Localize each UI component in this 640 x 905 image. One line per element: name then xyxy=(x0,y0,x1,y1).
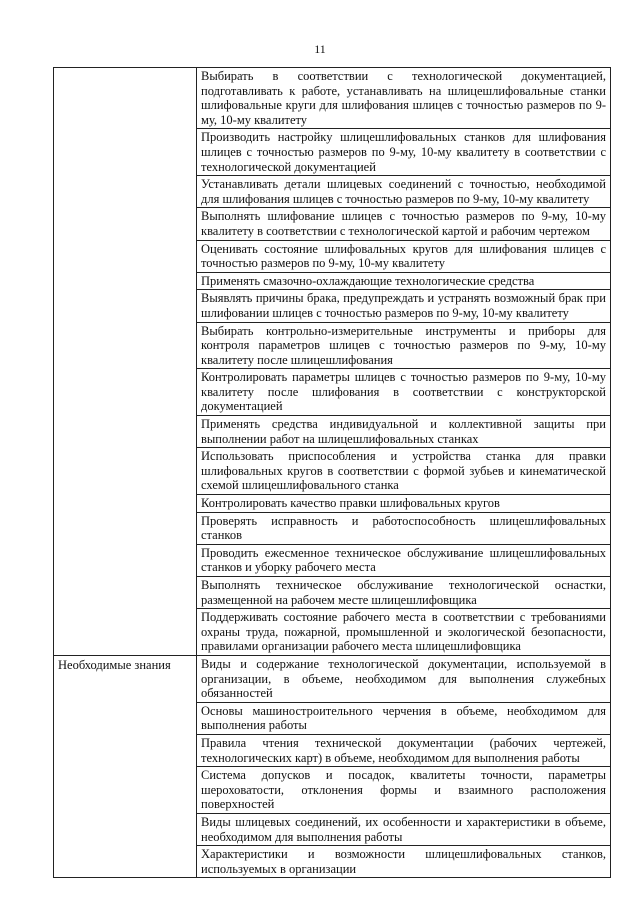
skills-label-cell xyxy=(54,68,197,656)
skill-item: Устанавливать детали шлицевых соединений с точностью, необходимой для шлифования шлицев с точностью размеров по 9-му, 10-му квалитету xyxy=(201,177,606,206)
knowledge-item: Система допусков и посадок, квалитеты точности, параметры шероховатости, отклонения формы и взаимного расположения поверхностей xyxy=(201,768,606,812)
skill-item: Оценивать состояние шлифовальных кругов для шлифования шлицев с точностью размеров по 9-му, 10-му квалитету xyxy=(201,241,606,271)
skill-item: Выполнять техническое обслуживание технологической оснастки, размещенной на рабочем месте шлицешлифовщика xyxy=(201,578,606,607)
skill-item: Выявлять причины брака, предупреждать и устранять возможный брак при шлифовании шлицев с точностью размеров по 9-му, 10-му квалитету xyxy=(201,291,606,320)
knowledge-item: Правила чтения технической документации (рабочих чертежей, технологических карт) в объеме, необходимом для выполнения работы xyxy=(201,735,606,765)
knowledge-item: Характеристики и возможности шлицешлифовальных станков, используемых в организации xyxy=(201,847,606,876)
knowledge-item: Виды шлицевых соединений, их особенности и характеристики в объеме, необходимом для выполнения работы xyxy=(201,814,606,844)
knowledge-item: Основы машиностроительного черчения в объеме, необходимом для выполнения работы xyxy=(201,703,606,733)
skill-item: Применять смазочно-охлаждающие технологические средства xyxy=(201,273,535,288)
skill-item: Использовать приспособления и устройства станка для правки шлифовальных кругов в соответствии с формой зубьев и кинематической схемой шлицешлифовального станка xyxy=(201,449,606,493)
skill-item: Проводить ежесменное техническое обслуживание шлицешлифовальных станков и уборку рабочего места xyxy=(201,545,606,575)
skills-cell xyxy=(197,68,611,656)
knowledge-section xyxy=(54,655,611,877)
knowledge-cell xyxy=(197,655,611,877)
skill-item: Проверять исправность и работоспособность шлицешлифовальных станков xyxy=(201,513,606,543)
page-number: 11 xyxy=(314,42,326,56)
skills-knowledge-table xyxy=(53,67,611,878)
knowledge-label: Необходимые знания xyxy=(58,657,171,672)
skills-section xyxy=(54,68,611,656)
skill-item: Выбирать в соответствии с технологической документацией, подготавливать к работе, устанавливать на шлицешлифовальные станки шлифовальные круги для шлифования шлицев с точностью размеров по 9-му, 10-му квалитету xyxy=(201,69,606,127)
knowledge-label-cell xyxy=(54,655,197,877)
knowledge-list xyxy=(197,656,610,877)
skill-item: Применять средства индивидуальной и коллективной защиты при выполнении работ на шлицешлифовальных станках xyxy=(201,417,606,446)
skill-item: Контролировать параметры шлицев с точностью размеров по 9-му, 10-му квалитету после шлифования в соответствии с конструкторской документацией xyxy=(201,370,606,414)
skill-item: Выполнять шлифование шлицев с точностью размеров по 9-му, 10-му квалитету в соответствии с технологической картой и рабочим чертежом xyxy=(201,209,606,238)
knowledge-item: Виды и содержание технологической документации, используемой в организации, в объеме, необходимом для выполнения служебных обязанностей xyxy=(201,656,606,701)
skills-list xyxy=(197,68,610,655)
skill-item: Производить настройку шлицешлифовальных станков для шлифования шлицев с точностью размеров по 9-му, 10-му квалитету в соответствии с технологической документацией xyxy=(201,130,606,174)
skill-item: Контролировать качество правки шлифовальных кругов xyxy=(201,496,500,511)
skill-item: Выбирать контрольно-измерительные инструменты и приборы для контроля параметров шлицев с точностью размеров по 9-му, 10-му квалитету после шлицешлифования xyxy=(201,323,606,367)
skill-item: Поддерживать состояние рабочего места в соответствии с требованиями охраны труда, пожарной, промышленной и экологической безопасности, правилами организации рабочего места шлицешлифовщика xyxy=(201,610,606,654)
